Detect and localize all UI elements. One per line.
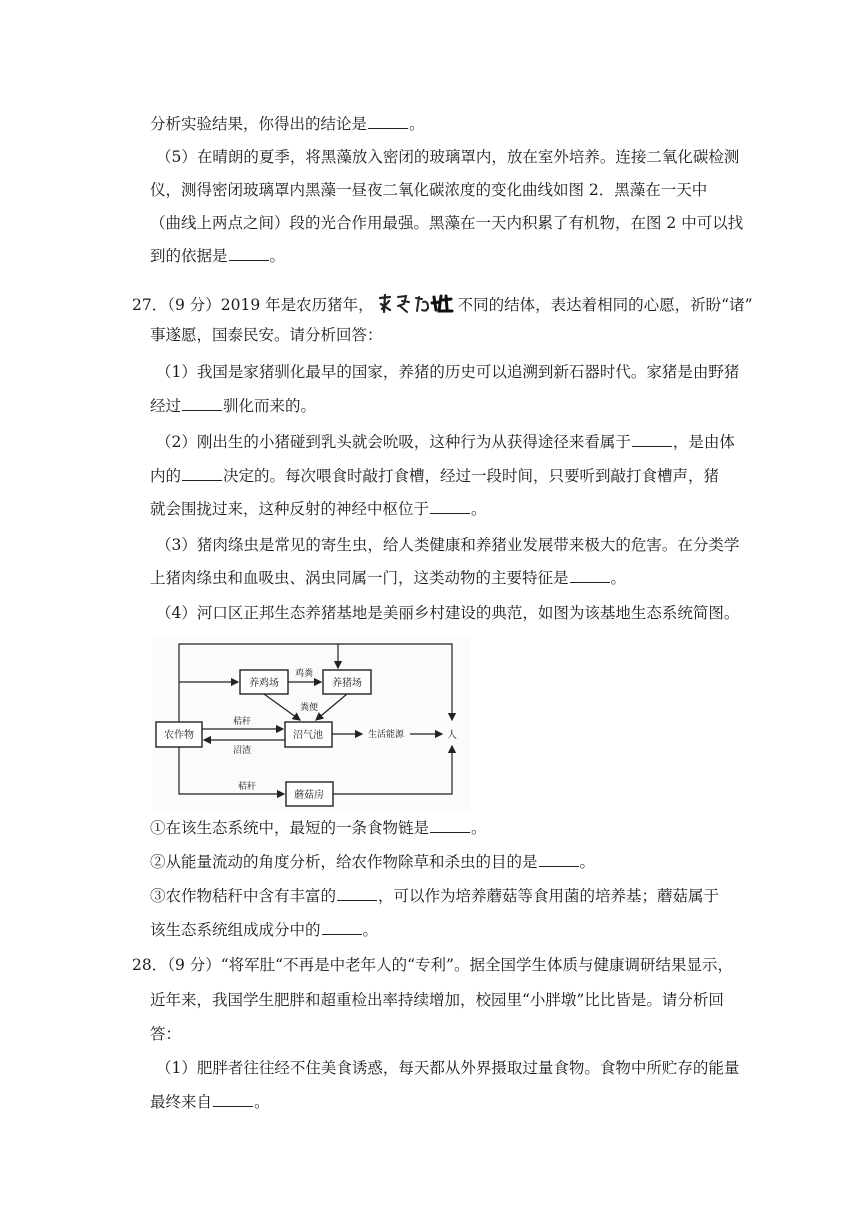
sub2-line: ②从能量流动的角度分析，给农作物除草和杀虫的目的是 。: [150, 853, 596, 871]
line-conclusion: 分析实验结果，你得出的结论是 。: [150, 115, 425, 133]
calligraphy-pig-characters-image: [376, 292, 456, 316]
line-part5-c: （曲线上两点之间）段的光合作用最强。黑藻在一天内积累了有机物，在图 2 中可以找: [150, 214, 744, 232]
part1-line-a: （1）我国是家猪驯化最早的国家，养猪的历史可以追溯到新石器时代。家猪是由野猪: [156, 363, 740, 381]
part3-line-b: 上猪肉绦虫和血吸虫、涡虫同属一门，这类动物的主要特征是 。: [150, 569, 627, 587]
question-28-line-b: 近年来，我国学生肥胖和超重检出率持续增加，校园里“小胖墩”比比皆是。请分析回: [150, 991, 724, 1009]
label-chicken-manure: 鸡粪: [294, 669, 314, 679]
label-chicken-farm: 养鸡场: [249, 678, 279, 689]
answer-blank: [322, 920, 362, 935]
part4-line-a: （4）河口区正邦生态养猪基地是美丽乡村建设的典范，如图为该基地生态系统简图。: [156, 604, 740, 622]
label-residue: 沼渣: [232, 746, 252, 756]
sub3-line-a: ③农作物秸秆中含有丰富的 ，可以作为培养蘑菇等食用菌的培养基；蘑菇属于: [150, 887, 720, 905]
answer-blank: [570, 568, 610, 583]
question-27-intro-2: 事遂愿，国泰民安。请分析回答：: [150, 326, 383, 344]
question-28-line-a: 28．（9 分）“将军肚“不再是中老年人的“专利”。据全国学生体质与健康调研结果显示，: [132, 956, 733, 974]
question-27-intro: 27．（9 分）2019 年是农历猪年， 不同的结体，表达着相同的心愿，祈盼“诸”: [132, 292, 753, 316]
answer-blank: [632, 432, 672, 447]
line-part5-b: 仪，测得密闭玻璃罩内黑藻一昼夜二氧化碳浓度的变化曲线如图 2．黑藻在一天中: [150, 181, 708, 199]
label-energy: 生活能源: [367, 730, 405, 740]
part2-line-a: （2）刚出生的小猪碰到乳头就会吮吸，这种行为从获得途径来看属于 ，是由体: [156, 433, 735, 451]
answer-blank: [539, 852, 579, 867]
line-part5-a: （5）在晴朗的夏季，将黑藻放入密闭的玻璃罩内，放在室外培养。连接二氧化碳检测: [156, 148, 740, 166]
label-biogas: 沼气池: [293, 730, 323, 741]
answer-blank: [182, 466, 222, 481]
label-pig-farm: 养猪场: [332, 678, 362, 689]
label-straw-bottom: 秸秆: [237, 782, 257, 792]
label-straw-top: 秸秆: [232, 717, 252, 727]
answer-blank: [229, 246, 269, 261]
part1-line-b: 经过 驯化而来的。: [150, 397, 317, 415]
sub3-line-b: 该生态系统组成成分中的 。: [150, 921, 379, 939]
question-28-part1-b: 最终来自 。: [150, 1093, 270, 1111]
answer-blank: [213, 1092, 253, 1107]
label-manure: 粪便: [299, 703, 319, 713]
line-part5-d: 到的依据是 。: [150, 247, 286, 265]
sub1-line: ①在该生态系统中，最短的一条食物链是 。: [150, 819, 487, 837]
ecosystem-diagram: [152, 636, 470, 810]
ecosystem-diagram-svg: [152, 636, 470, 810]
question-28-part1-a: （1）肥胖者往往经不住美食诱惑，每天都从外界摄取过量食物。食物中所贮存的能量: [156, 1059, 740, 1077]
answer-blank: [368, 114, 408, 129]
part2-line-c: 就会围拢过来，这种反射的神经中枢位于 。: [150, 500, 487, 518]
answer-blank: [337, 886, 377, 901]
label-mushroom: 蘑菇房: [294, 790, 324, 801]
answer-blank: [182, 396, 222, 411]
part3-line-a: （3）猪肉绦虫是常见的寄生虫，给人类健康和养猪业发展带来极大的危害。在分类学: [156, 536, 740, 554]
part2-line-b: 内的 决定的。每次喂食时敲打食槽，经过一段时间，只要听到敲打食槽声，猪: [150, 467, 720, 485]
answer-blank: [430, 499, 470, 514]
label-crops: 农作物: [164, 730, 194, 741]
question-28-line-c: 答：: [150, 1025, 182, 1043]
label-person: 人: [447, 730, 457, 741]
answer-blank: [430, 818, 470, 833]
